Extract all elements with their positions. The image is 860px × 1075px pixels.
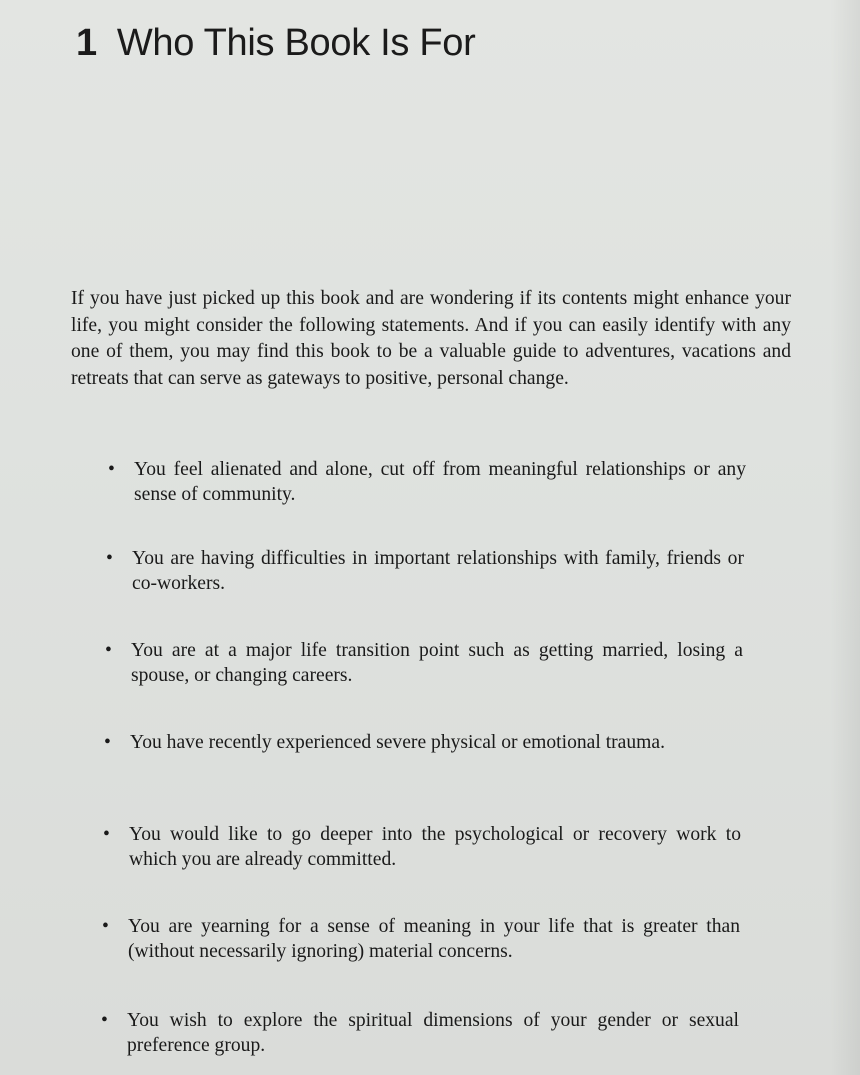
bullet-icon: • <box>104 732 111 753</box>
bullet-icon: • <box>108 459 115 480</box>
chapter-title: Who This Book Is For <box>116 22 476 64</box>
statement-text: You are yearning for a sense of meaning in your life that is greater than (without necessarily ignoring) material concerns. <box>128 916 740 962</box>
statement-item <box>108 458 746 507</box>
statement-item <box>106 547 744 596</box>
statement-text: You wish to explore the spiritual dimensions of your gender or sexual preference group. <box>127 1010 739 1056</box>
bullet-icon: • <box>105 640 112 661</box>
chapter-number: 1 <box>76 22 97 64</box>
bullet-icon: • <box>102 916 109 937</box>
page-edge-shadow <box>830 0 860 1075</box>
bullet-icon: • <box>106 548 113 569</box>
statement-item <box>105 639 743 688</box>
chapter-heading <box>76 22 475 65</box>
bullet-icon: • <box>103 824 110 845</box>
statement-text: You have recently experienced severe physical or emotional trauma. <box>130 732 666 753</box>
bullet-icon: • <box>101 1010 108 1031</box>
statement-item <box>104 731 742 756</box>
statement-item <box>103 823 741 872</box>
statement-item <box>102 915 740 964</box>
intro-paragraph: If you have just picked up this book and are wondering if its contents might enhance your life, you might consider the following statements. And if you can easily identify with any one of them, you may find this book to be a valuable guide to adventures, vacations and retreats that can serve as gateways to positive, personal change. <box>71 288 791 389</box>
statement-text: You would like to go deeper into the psychological or recovery work to which you are already committed. <box>129 824 741 870</box>
statement-text: You are having difficulties in important relationships with family, friends or co-workers. <box>132 548 744 594</box>
statement-text: You feel alienated and alone, cut off from meaningful relationships or any sense of community. <box>134 459 746 505</box>
statement-item <box>101 1009 739 1058</box>
statement-text: You are at a major life transition point such as getting married, losing a spouse, or changing careers. <box>131 640 743 686</box>
